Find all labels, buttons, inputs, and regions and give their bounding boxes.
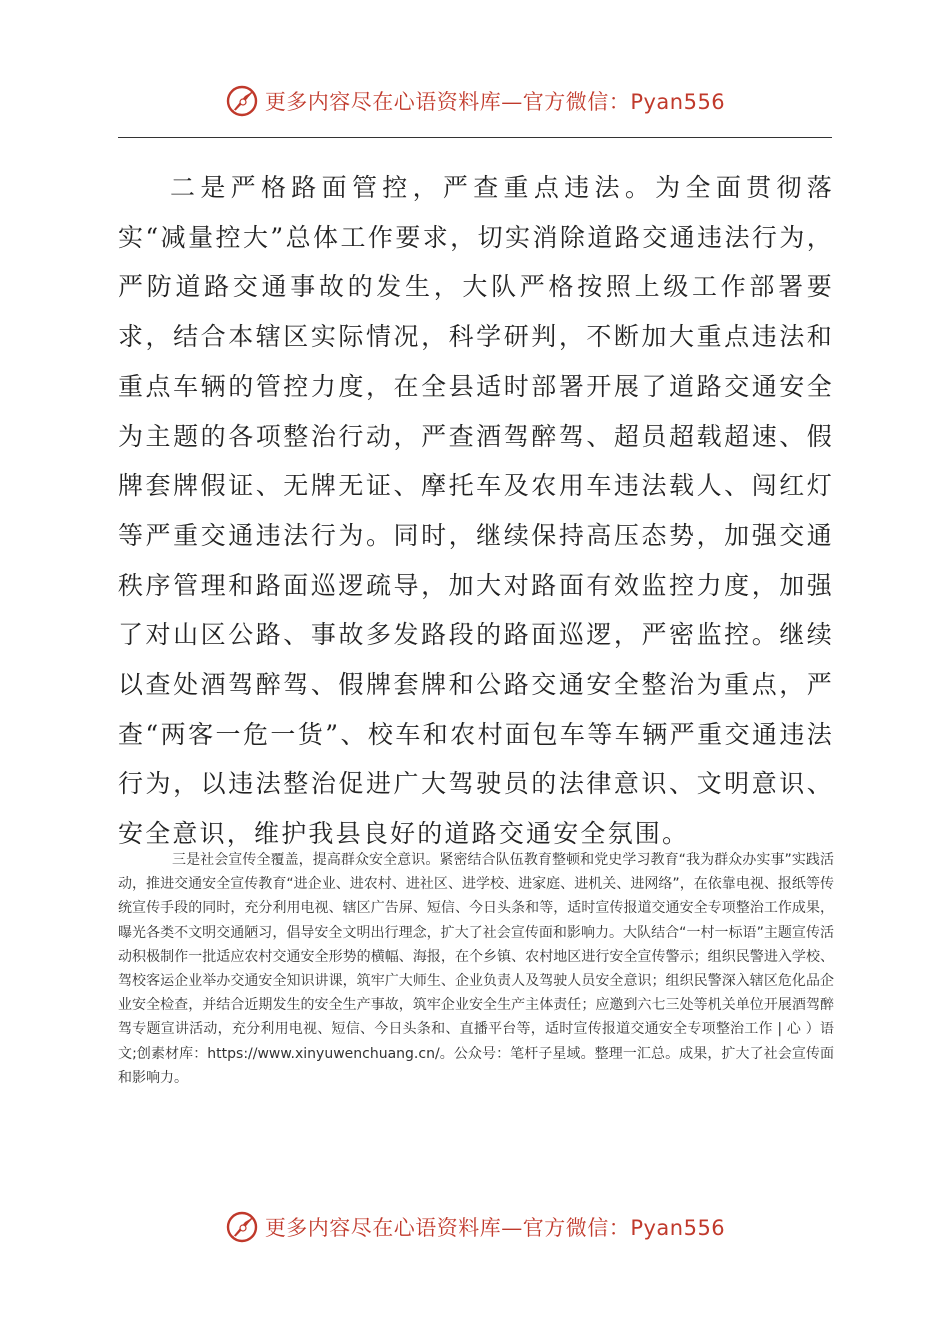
header-brand-cn: 更多内容尽在心语资料库—官方微信：	[264, 90, 631, 114]
header-divider	[118, 137, 832, 138]
footer-brand-id: Pyan556	[630, 1216, 726, 1240]
pen-nib-logo-icon	[225, 84, 259, 118]
paragraph-social-publicity: 三是社会宣传全覆盖，提高群众安全意识。紧密结合队伍教育整顿和党史学习教育“我为群众办实事”实践活动，推进交通安全宣传教育“进企业、进农村、进社区、进学校、进家庭、进机关、进网络”，在依靠电视、报纸等传统宣传手段的同时，充分利用电视、辖区广告屏、短信、今日头条和等，适时宣传报道交通安全专项整治工作成果，曝光各类不文明交通陋习，倡导安全文明出行理念，扩大了社会宣传面和影响力。大队结合“一村一标语”主题宣传活动积极制作一批适应农村交通安全形势的横幅、海报，在个乡镇、农村地区进行安全宣传警示；组织民警进入学校、驾校客运企业举办交通安全知识讲课，筑牢广大师生、企业负责人及驾驶人员安全意识；组织民警深入辖区危化品企业安全检查，并结合近期发生的安全生产事故，筑牢企业安全生产主体责任；应邀到六七三处等机关单位开展酒驾醉驾专题宣讲活动，充分利用电视、短信、今日头条和、直播平台等，适时宣传报道交通安全专项整治工作 | 心 ）语文;创素材库：https://www.xinyuwenchuang.cn/。公众号：笔杆子星域。整理一汇总。成果，扩大了社会宣传面和影响力。	[118, 852, 834, 1086]
page-footer	[0, 1210, 950, 1244]
paragraph-road-control: 二是严格路面管控，严查重点违法。为全面贯彻落实“减量控大”总体工作要求，切实消除道路交通违法行为，严防道路交通事故的发生，大队严格按照上级工作部署要求，结合本辖区实际情况，科学研判，不断加大重点违法和重点车辆的管控力度，在全县适时部署开展了道路交通安全为主题的各项整治行动，严查酒驾醉驾、超员超载超速、假牌套牌假证、无牌无证、摩托车及农用车违法载人、闯红灯等严重交通违法行为。同时，继续保持高压态势，加强交通秩序管理和路面巡逻疏导，加大对路面有效监控力度，加强了对山区公路、事故多发路段的路面巡逻，严密监控。继续以查处酒驾醉驾、假牌套牌和公路交通安全整治为重点，严查“两客一危一货”、校车和农村面包车等车辆严重交通违法行为，以违法整治促进广大驾驶员的法律意识、文明意识、安全意识，维护我县良好的道路交通安全氛围。	[118, 173, 834, 849]
footer-brand	[265, 1212, 725, 1242]
header-brand	[265, 86, 725, 116]
footer-brand-cn: 更多内容尽在心语资料库—官方微信：	[264, 1216, 631, 1240]
page-header	[0, 84, 950, 118]
pen-nib-logo-icon	[225, 1210, 259, 1244]
header-brand-id: Pyan556	[630, 90, 726, 114]
